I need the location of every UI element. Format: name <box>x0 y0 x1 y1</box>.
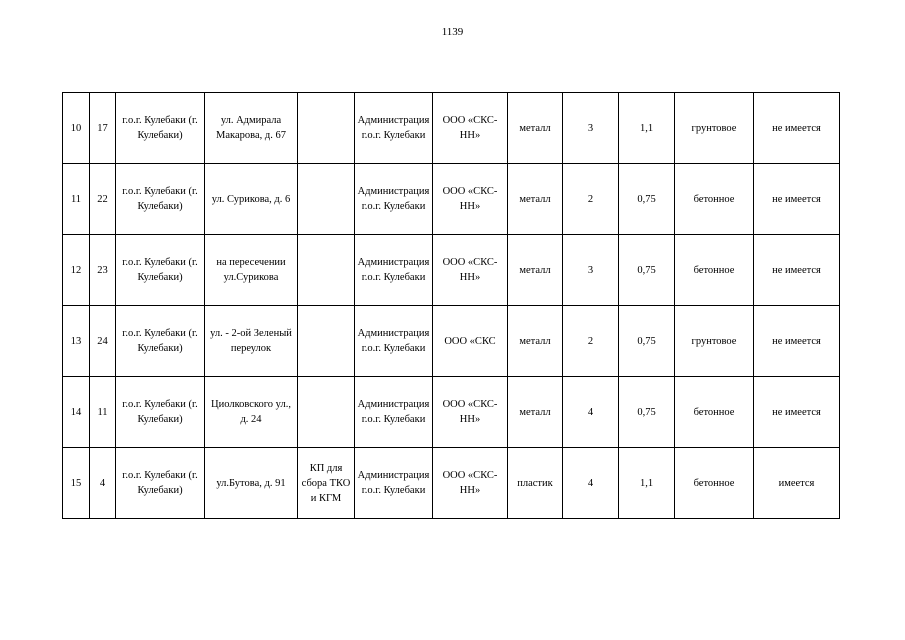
settlement-cell: г.о.г. Кулебаки (г. Кулебаки) <box>116 448 205 519</box>
fence-cell: не имеется <box>754 164 840 235</box>
owner-cell: Администрация г.о.г. Кулебаки <box>355 164 433 235</box>
surface-cell: бетонное <box>675 235 754 306</box>
surface-cell: бетонное <box>675 164 754 235</box>
address-cell: ул.Бутова, д. 91 <box>205 448 298 519</box>
container-volume-cell: 1,1 <box>619 93 675 164</box>
address-cell: ул. - 2-ой Зеленый переулок <box>205 306 298 377</box>
material-cell: металл <box>508 235 563 306</box>
container-volume-cell: 0,75 <box>619 306 675 377</box>
table-row <box>63 377 840 448</box>
material-cell: металл <box>508 93 563 164</box>
site-id: 17 <box>90 93 116 164</box>
material-cell: пластик <box>508 448 563 519</box>
container-count-cell: 3 <box>563 235 619 306</box>
address-cell: ул. Адмирала Макарова, д. 67 <box>205 93 298 164</box>
fence-cell: не имеется <box>754 377 840 448</box>
site-type-cell <box>298 93 355 164</box>
operator-cell: ООО «СКС-НН» <box>433 377 508 448</box>
table-row <box>63 306 840 377</box>
surface-cell: бетонное <box>675 448 754 519</box>
owner-cell: Администрация г.о.г. Кулебаки <box>355 235 433 306</box>
site-id: 4 <box>90 448 116 519</box>
owner-cell: Администрация г.о.г. Кулебаки <box>355 448 433 519</box>
site-id: 24 <box>90 306 116 377</box>
surface-cell: грунтовое <box>675 306 754 377</box>
table-row <box>63 93 840 164</box>
address-cell: ул. Сурикова, д. 6 <box>205 164 298 235</box>
row-number: 14 <box>63 377 90 448</box>
container-volume-cell: 0,75 <box>619 164 675 235</box>
container-volume-cell: 0,75 <box>619 235 675 306</box>
container-sites-table <box>62 92 840 519</box>
site-id: 11 <box>90 377 116 448</box>
fence-cell: не имеется <box>754 235 840 306</box>
container-count-cell: 4 <box>563 377 619 448</box>
row-number: 13 <box>63 306 90 377</box>
container-count-cell: 2 <box>563 164 619 235</box>
fence-cell: имеется <box>754 448 840 519</box>
site-id: 23 <box>90 235 116 306</box>
container-volume-cell: 1,1 <box>619 448 675 519</box>
surface-cell: грунтовое <box>675 93 754 164</box>
site-type-cell <box>298 164 355 235</box>
owner-cell: Администрация г.о.г. Кулебаки <box>355 377 433 448</box>
operator-cell: ООО «СКС-НН» <box>433 448 508 519</box>
table-row <box>63 448 840 519</box>
settlement-cell: г.о.г. Кулебаки (г. Кулебаки) <box>116 306 205 377</box>
row-number: 10 <box>63 93 90 164</box>
settlement-cell: г.о.г. Кулебаки (г. Кулебаки) <box>116 164 205 235</box>
operator-cell: ООО «СКС-НН» <box>433 235 508 306</box>
row-number: 15 <box>63 448 90 519</box>
site-type-cell <box>298 377 355 448</box>
surface-cell: бетонное <box>675 377 754 448</box>
settlement-cell: г.о.г. Кулебаки (г. Кулебаки) <box>116 235 205 306</box>
owner-cell: Администрация г.о.г. Кулебаки <box>355 93 433 164</box>
owner-cell: Администрация г.о.г. Кулебаки <box>355 306 433 377</box>
site-type-cell: КП для сбора ТКО и КГМ <box>298 448 355 519</box>
settlement-cell: г.о.г. Кулебаки (г. Кулебаки) <box>116 93 205 164</box>
container-volume-cell: 0,75 <box>619 377 675 448</box>
address-cell: на пересечении ул.Сурикова <box>205 235 298 306</box>
operator-cell: ООО «СКС-НН» <box>433 164 508 235</box>
material-cell: металл <box>508 377 563 448</box>
container-count-cell: 3 <box>563 93 619 164</box>
container-count-cell: 4 <box>563 448 619 519</box>
table-row <box>63 235 840 306</box>
fence-cell: не имеется <box>754 93 840 164</box>
page-number: 1139 <box>441 26 464 38</box>
row-number: 11 <box>63 164 90 235</box>
site-id: 22 <box>90 164 116 235</box>
operator-cell: ООО «СКС-НН» <box>433 93 508 164</box>
material-cell: металл <box>508 306 563 377</box>
address-cell: Циолковского ул., д. 24 <box>205 377 298 448</box>
table-row <box>63 164 840 235</box>
material-cell: металл <box>508 164 563 235</box>
site-type-cell <box>298 235 355 306</box>
site-type-cell <box>298 306 355 377</box>
container-count-cell: 2 <box>563 306 619 377</box>
row-number: 12 <box>63 235 90 306</box>
operator-cell: ООО «СКС <box>433 306 508 377</box>
settlement-cell: г.о.г. Кулебаки (г. Кулебаки) <box>116 377 205 448</box>
fence-cell: не имеется <box>754 306 840 377</box>
